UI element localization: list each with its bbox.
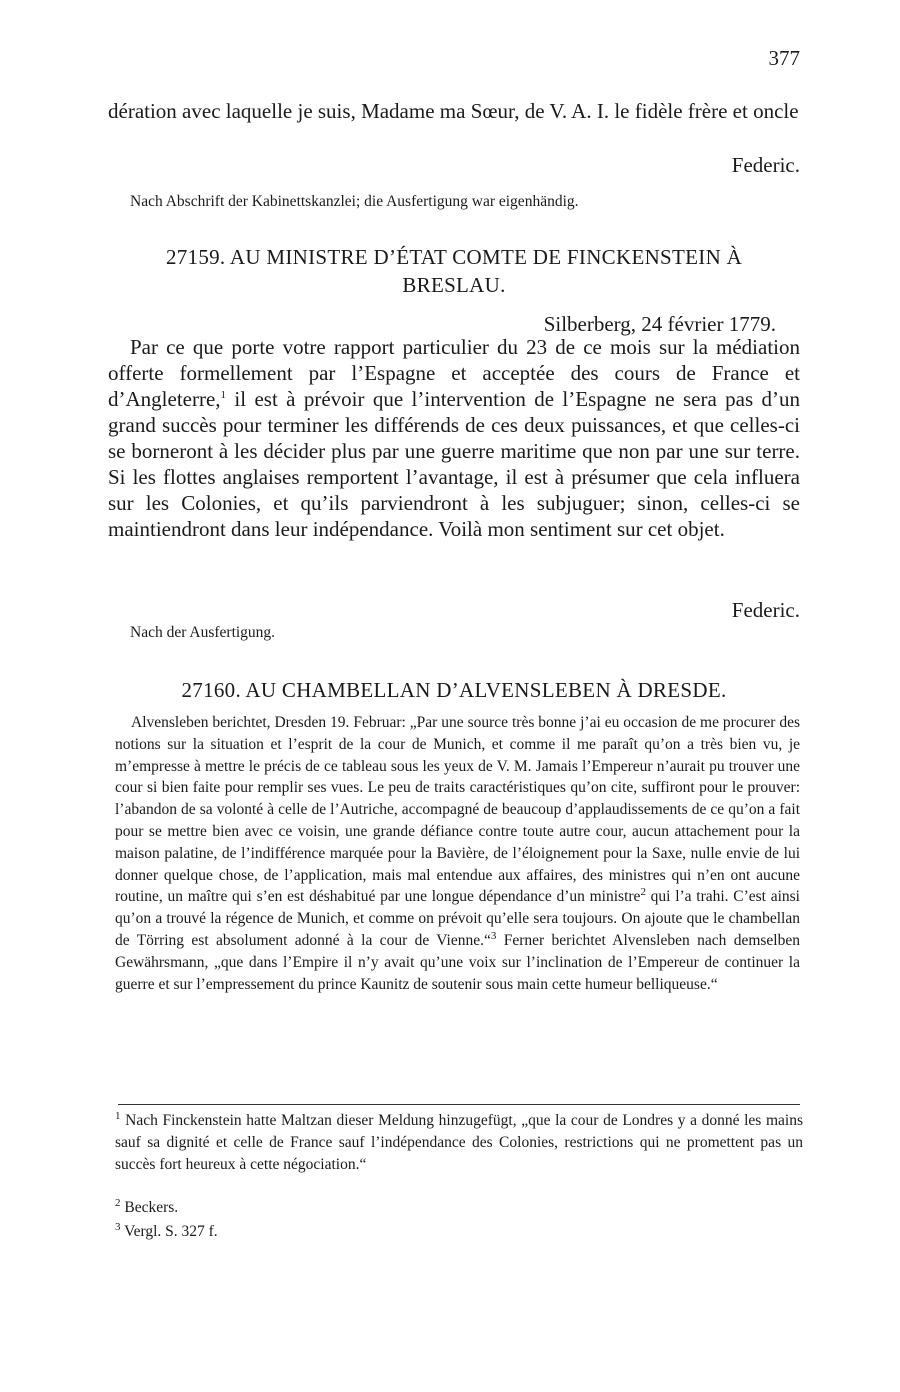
letter-summary (115, 712, 800, 995)
place-date: Silberberg, 24 février 1779. (543, 312, 776, 336)
footnote-text: Nach Finckenstein hatte Maltzan dieser Meldung hinzugefügt, „que la cour de Londres y a donné les mains sauf sa dignité et celle de France sauf l’indépendance des Colonies, restrictions qui ne promettent pas un succès fort heureux à cette négociation.“ (115, 1112, 803, 1173)
footnote-text: Beckers. (124, 1199, 179, 1216)
footnote-ref: 1 (220, 389, 227, 401)
body-text: il est à prévoir que l’intervention de l’Espagne ne sera pas d’un grand succès pour terminer les différends de ces deux puissances, et que celles-ci se borneront à les décider plus par une guerre maritime que non par une sur terre. Si les flottes anglaises remportent l’avantage, il est à présumer que cela influera sur les Colonies, et qu’ils parviendront à les subjuguer; sinon, celles-ci se maintiendront dans leur indépendance. Voilà mon sentiment sur cet objet. (108, 387, 800, 541)
source-note: Nach der Ausfertigung. (130, 624, 276, 641)
footnote-number: 1 (115, 1109, 121, 1122)
body-text: Par ce que porte votre rapport particulier du 23 de ce mois sur la médiation offerte formellement par l’Espagne et acceptée des cours de France et d’Angleterre, (108, 335, 800, 411)
footnote (115, 1197, 803, 1219)
footnote-text: Vergl. S. 327 f. (124, 1223, 218, 1240)
letter-body (108, 334, 800, 542)
footnote (115, 1110, 803, 1176)
letter-closing: dération avec laquelle je suis, Madame ma Sœur, de V. A. I. le fidèle frère et oncle (108, 99, 799, 123)
footnote-number: 2 (115, 1196, 121, 1209)
footnote-number: 3 (115, 1220, 121, 1233)
letter-heading-line: BRESLAU. (402, 273, 506, 297)
letter-heading: 27160. AU CHAMBELLAN D’ALVENSLEBEN À DRESDE. (181, 678, 727, 702)
footnote-ref: 3 (490, 929, 497, 942)
summary-text: Alvensleben berichtet, Dresden 19. Februar: „Par une source très bonne j’ai eu occasion de me procurer des notions sur la situation et l’esprit de la cour de Munich, et comme il me paraît qu’on a très bien vu, je m’empresse à mettre le précis de ce tableau sous les yeux de V. M. Jamais l’Empereur n’aurait pu trouver une cour si bien faite pour remplir ses vues. Le peu de traits caractéristiques qu’on cite, suffiront pour le prouver: l’abandon de sa volonté à celle de l’Autriche, accompagné de beaucoup d’applaudissements de ce qu’on a fait pour se mettre bien avec ce voisin, une grande défiance contre toute autre cour, aucun attachement pour la maison palatine, de l’indifférence marquée pour la Bavière, de l’éloignement pour la Saxe, nulle envie de lui donner quelque chose, de l’application, mais mal entendue aux affaires, des ministres qui n’en ont aucune routine, un maître qui s’en est déshabitué par une longue dépendance d’un ministre (115, 714, 800, 906)
footnote-divider (118, 1104, 800, 1105)
footnote (115, 1221, 803, 1243)
letter-signature: Federic. (731, 598, 800, 622)
summary-text: Ferner berichtet Alvensleben nach demselben Gewährsmann, „que dans l’Empire il n’y avait qu’une voix sur l’inclination de l’Empereur de continuer la guerre et sur l’empressement du prince Kaunitz de soutenir sous main cette humeur belliqueuse.“ (115, 931, 800, 993)
letter-signature: Federic. (731, 153, 800, 177)
footnote-ref: 2 (640, 886, 646, 899)
source-note: Nach Abschrift der Kabinettskanzlei; die Ausfertigung war eigenhändig. (130, 193, 579, 210)
summary-text: qui l’a trahi. C’est ainsi qu’on a trouvé la régence de Munich, et comme on prévoit qu’elle sera toujours. On ajoute que le chambellan de Törring est absolument adonné à la cour de Vienne.“ (115, 888, 800, 949)
letter-heading (108, 243, 800, 299)
letter-heading-line: 27159. AU MINISTRE D’ÉTAT COMTE DE FINCKENSTEIN À (165, 245, 743, 269)
page-number: 377 (768, 46, 800, 70)
